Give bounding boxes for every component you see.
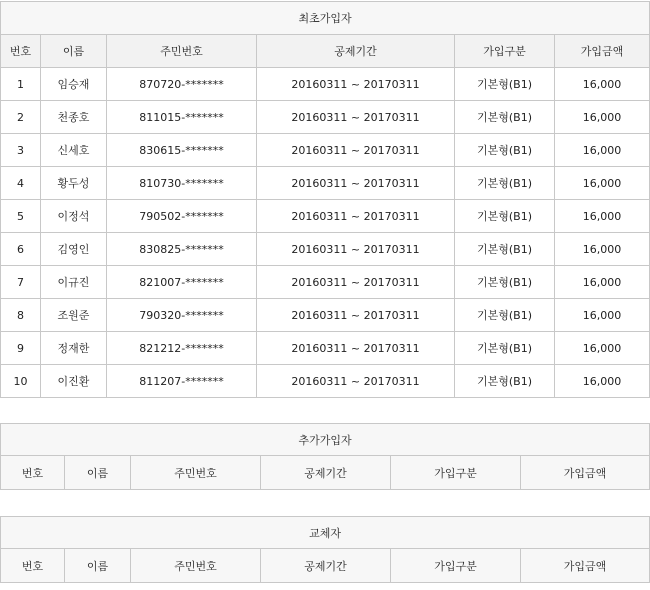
cell-name: 정재한 [41, 332, 107, 365]
added-table-title: 추가가입자 [1, 424, 650, 456]
cell-number: 6 [1, 233, 41, 266]
cell-name: 임승재 [41, 68, 107, 101]
header-number: 번호 [1, 35, 41, 68]
cell-resident-number: 830825-******* [107, 233, 257, 266]
cell-name: 황두성 [41, 167, 107, 200]
cell-resident-number: 790320-******* [107, 299, 257, 332]
cell-number: 5 [1, 200, 41, 233]
header-name: 이름 [41, 35, 107, 68]
cell-plan-type: 기본형(B1) [455, 299, 555, 332]
header-coverage-period: 공제기간 [257, 35, 455, 68]
cell-coverage-period: 20160311 ~ 20170311 [257, 266, 455, 299]
cell-amount: 16,000 [555, 266, 650, 299]
cell-number: 4 [1, 167, 41, 200]
cell-amount: 16,000 [555, 200, 650, 233]
header-name: 이름 [65, 456, 131, 490]
header-resident-number: 주민번호 [131, 456, 261, 490]
cell-number: 8 [1, 299, 41, 332]
cell-plan-type: 기본형(B1) [455, 68, 555, 101]
header-name: 이름 [65, 549, 131, 583]
header-amount: 가입금액 [555, 35, 650, 68]
cell-name: 천종호 [41, 101, 107, 134]
cell-coverage-period: 20160311 ~ 20170311 [257, 68, 455, 101]
cell-number: 7 [1, 266, 41, 299]
cell-plan-type: 기본형(B1) [455, 233, 555, 266]
table-row [1, 134, 650, 167]
table-row [1, 68, 650, 101]
cell-coverage-period: 20160311 ~ 20170311 [257, 233, 455, 266]
cell-amount: 16,000 [555, 167, 650, 200]
cell-plan-type: 기본형(B1) [455, 365, 555, 398]
header-coverage-period: 공제기간 [261, 456, 391, 490]
cell-coverage-period: 20160311 ~ 20170311 [257, 134, 455, 167]
cell-number: 3 [1, 134, 41, 167]
cell-plan-type: 기본형(B1) [455, 101, 555, 134]
cell-amount: 16,000 [555, 101, 650, 134]
table-row [1, 167, 650, 200]
cell-plan-type: 기본형(B1) [455, 167, 555, 200]
replacement-subscribers-table [0, 516, 650, 583]
header-amount: 가입금액 [521, 456, 650, 490]
header-coverage-period: 공제기간 [261, 549, 391, 583]
cell-resident-number: 811207-******* [107, 365, 257, 398]
cell-amount: 16,000 [555, 134, 650, 167]
table-row [1, 332, 650, 365]
cell-number: 9 [1, 332, 41, 365]
cell-amount: 16,000 [555, 299, 650, 332]
table-row [1, 101, 650, 134]
cell-number: 2 [1, 101, 41, 134]
cell-number: 10 [1, 365, 41, 398]
cell-coverage-period: 20160311 ~ 20170311 [257, 200, 455, 233]
cell-coverage-period: 20160311 ~ 20170311 [257, 299, 455, 332]
cell-name: 이규진 [41, 266, 107, 299]
cell-coverage-period: 20160311 ~ 20170311 [257, 365, 455, 398]
cell-resident-number: 811015-******* [107, 101, 257, 134]
header-resident-number: 주민번호 [131, 549, 261, 583]
cell-name: 신세호 [41, 134, 107, 167]
cell-coverage-period: 20160311 ~ 20170311 [257, 167, 455, 200]
replacement-table-title: 교체자 [1, 517, 650, 549]
cell-plan-type: 기본형(B1) [455, 134, 555, 167]
added-subscribers-table [0, 423, 650, 490]
initial-table-body [1, 68, 650, 398]
cell-resident-number: 821007-******* [107, 266, 257, 299]
cell-name: 이정석 [41, 200, 107, 233]
header-resident-number: 주민번호 [107, 35, 257, 68]
cell-coverage-period: 20160311 ~ 20170311 [257, 101, 455, 134]
cell-amount: 16,000 [555, 68, 650, 101]
cell-name: 김영인 [41, 233, 107, 266]
cell-resident-number: 810730-******* [107, 167, 257, 200]
cell-number: 1 [1, 68, 41, 101]
cell-name: 조원준 [41, 299, 107, 332]
cell-name: 이진환 [41, 365, 107, 398]
cell-coverage-period: 20160311 ~ 20170311 [257, 332, 455, 365]
header-number: 번호 [1, 456, 65, 490]
table-row [1, 365, 650, 398]
cell-plan-type: 기본형(B1) [455, 266, 555, 299]
header-plan-type: 가입구분 [391, 549, 521, 583]
cell-plan-type: 기본형(B1) [455, 332, 555, 365]
table-row [1, 200, 650, 233]
header-plan-type: 가입구분 [391, 456, 521, 490]
cell-amount: 16,000 [555, 365, 650, 398]
cell-amount: 16,000 [555, 233, 650, 266]
initial-table-title: 최초가입자 [1, 2, 650, 35]
header-number: 번호 [1, 549, 65, 583]
header-plan-type: 가입구분 [455, 35, 555, 68]
table-row [1, 233, 650, 266]
header-amount: 가입금액 [521, 549, 650, 583]
cell-resident-number: 870720-******* [107, 68, 257, 101]
cell-amount: 16,000 [555, 332, 650, 365]
cell-resident-number: 821212-******* [107, 332, 257, 365]
cell-resident-number: 790502-******* [107, 200, 257, 233]
cell-resident-number: 830615-******* [107, 134, 257, 167]
table-row [1, 299, 650, 332]
initial-subscribers-table [0, 1, 650, 398]
table-row [1, 266, 650, 299]
cell-plan-type: 기본형(B1) [455, 200, 555, 233]
